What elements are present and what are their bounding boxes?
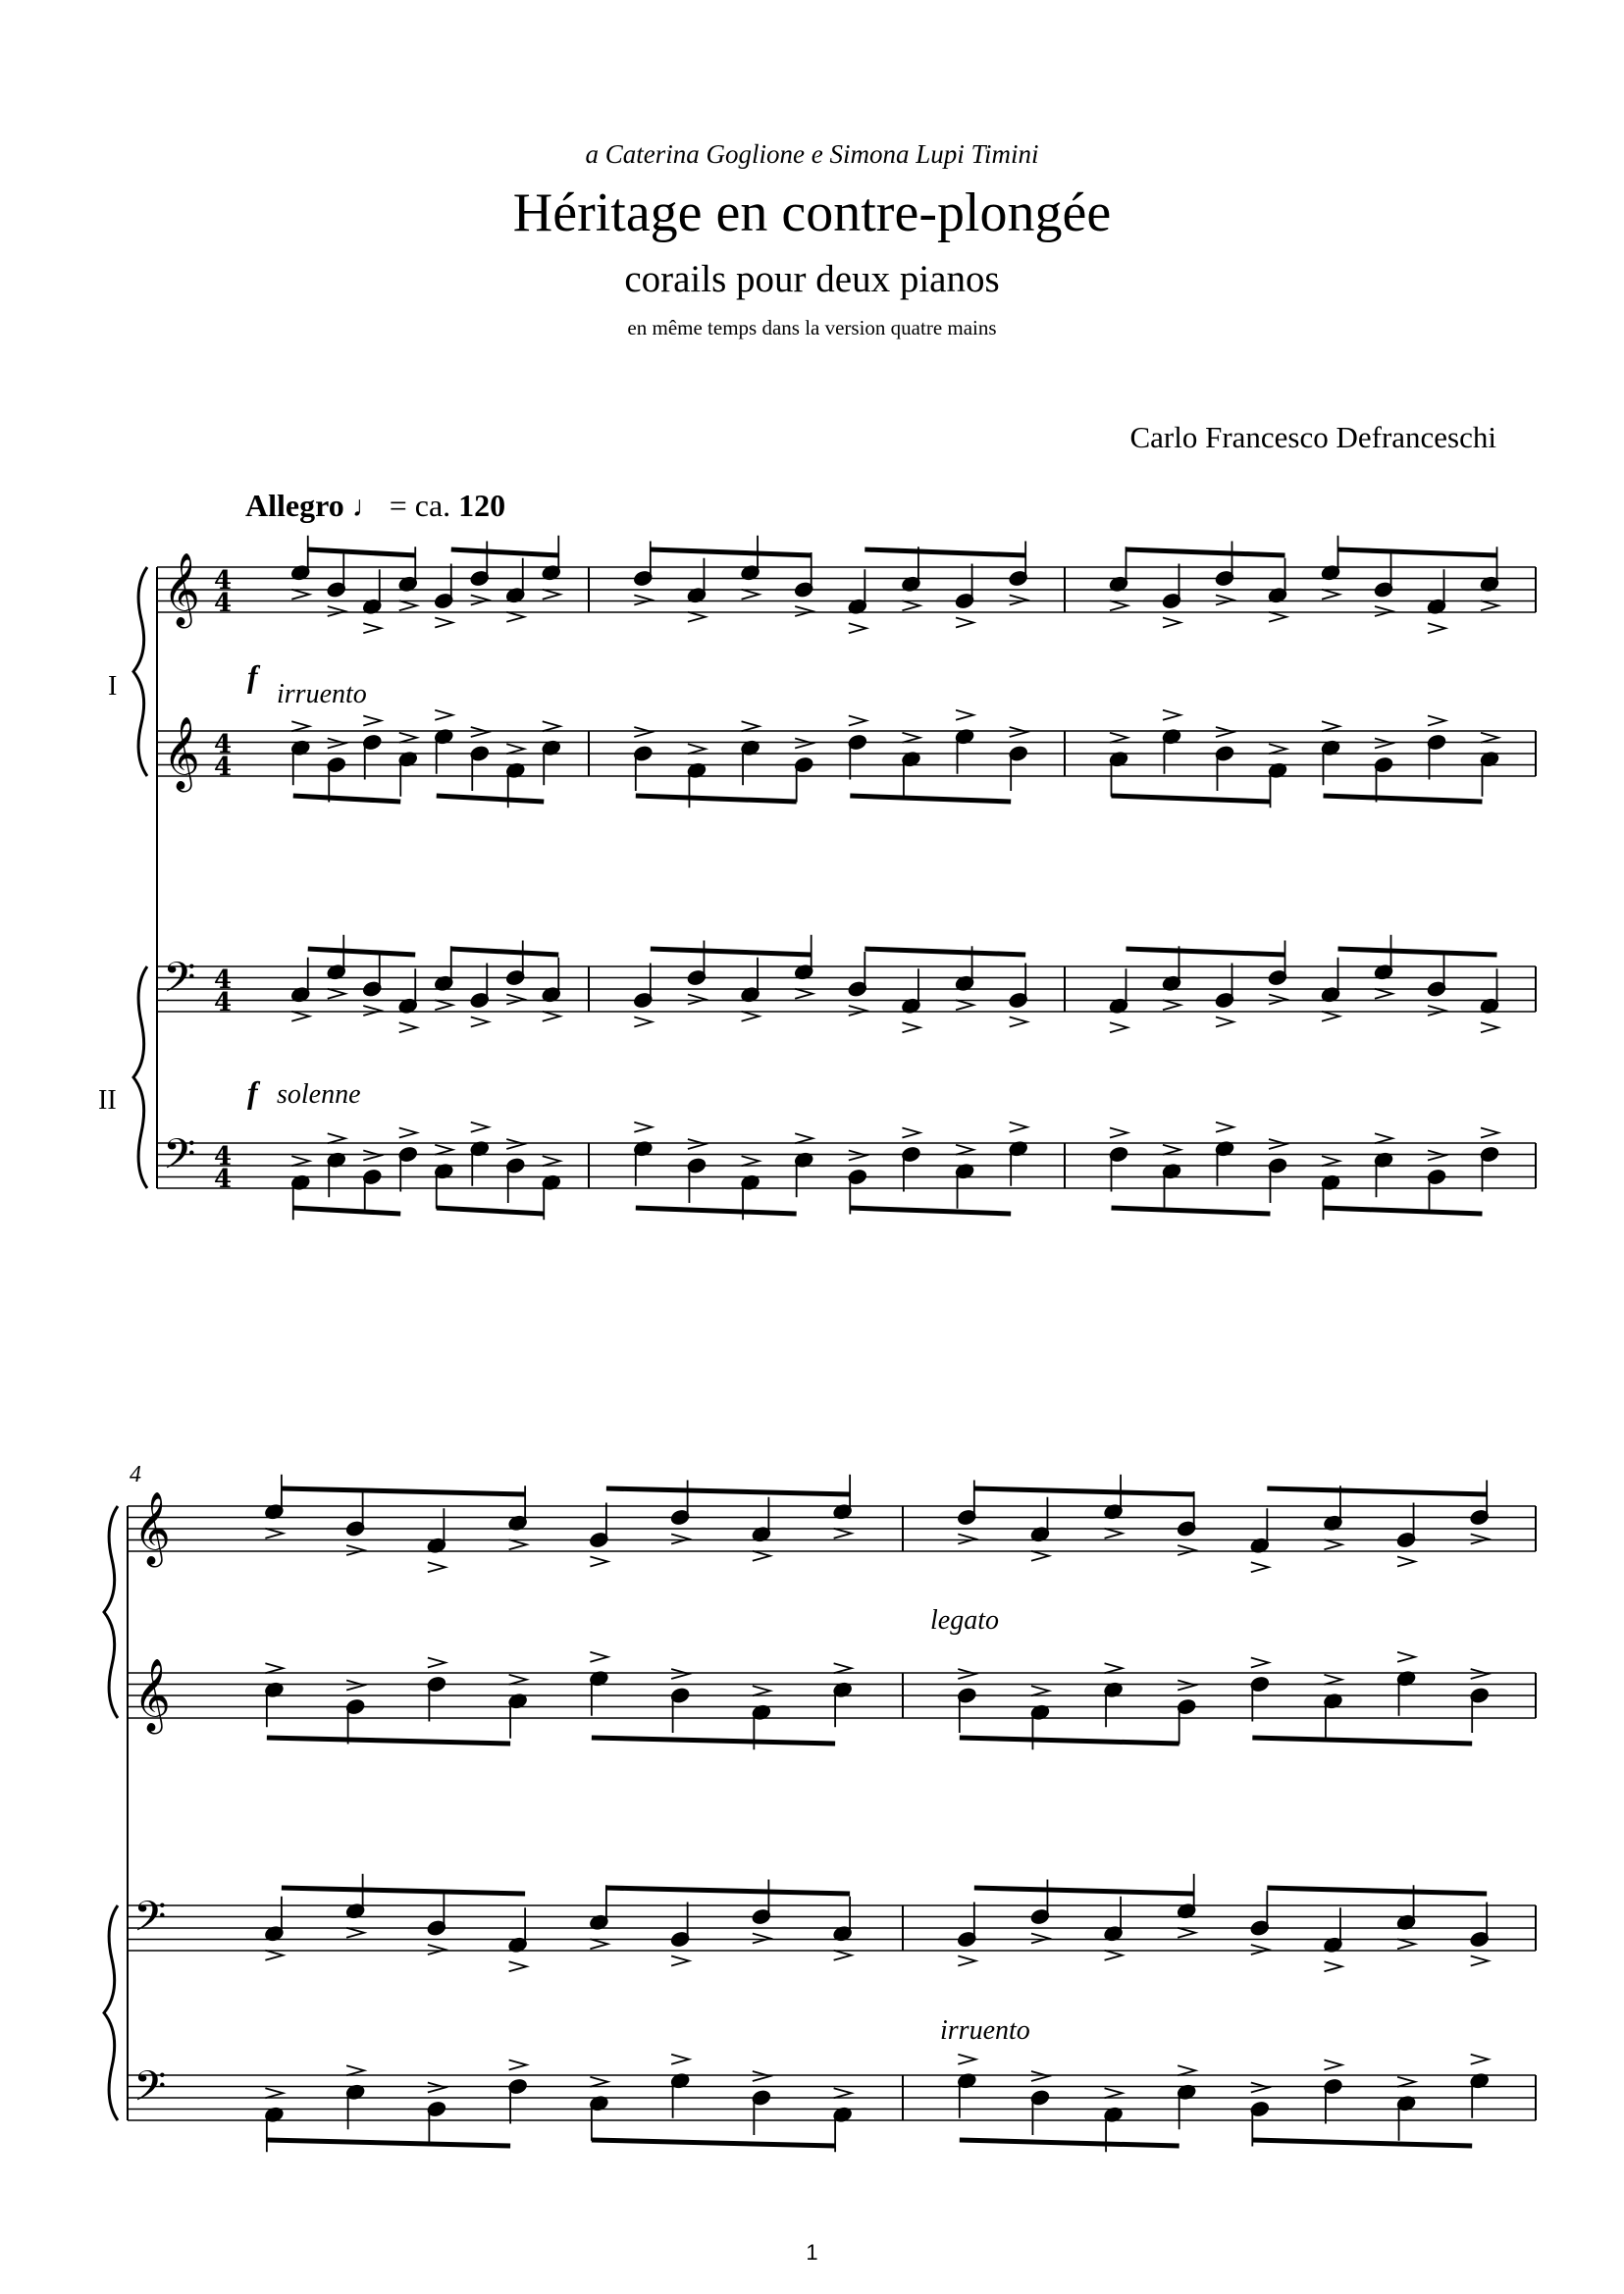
accent-icon: [265, 2088, 283, 2098]
accent-icon: [1110, 1022, 1127, 1032]
bass-clef-icon: 𝄢: [133, 2062, 167, 2121]
accent-icon: [1163, 1000, 1180, 1010]
accent-icon: [1269, 612, 1286, 622]
accent-icon: [1163, 1145, 1180, 1155]
beam: [651, 549, 812, 555]
accent-icon: [634, 727, 652, 737]
accent-icon: [265, 1529, 283, 1538]
accent-icon: [509, 1675, 527, 1685]
accent-icon: [428, 1945, 445, 1955]
beam: [1126, 949, 1285, 955]
accent-icon: [902, 600, 919, 610]
accent-icon: [1010, 1122, 1027, 1132]
accent-icon: [1105, 2088, 1123, 2098]
accent-icon: [902, 1128, 919, 1138]
beam: [308, 549, 416, 555]
beam: [592, 1738, 835, 1744]
accent-icon: [902, 733, 919, 743]
accent-icon: [634, 1122, 652, 1132]
bass-clef-icon: 𝄢: [163, 1130, 196, 1189]
accent-icon: [1110, 1128, 1127, 1138]
accent-icon: [834, 2088, 852, 2098]
beam: [308, 949, 416, 955]
accent-icon: [1324, 1675, 1341, 1685]
accent-icon: [399, 1022, 417, 1032]
accent-icon: [1010, 596, 1027, 605]
accent-icon: [1375, 1133, 1392, 1143]
accent-icon: [346, 1681, 364, 1691]
beam: [1112, 1208, 1271, 1214]
accent-icon: [1481, 600, 1498, 610]
beam: [1126, 549, 1285, 555]
beam: [850, 1208, 1011, 1214]
beam: [267, 2140, 510, 2146]
accent-icon: [1322, 1012, 1339, 1021]
accent-icon: [590, 1557, 607, 1567]
accent-icon: [346, 1545, 364, 1555]
accent-icon: [506, 995, 524, 1005]
accent-icon: [634, 1017, 652, 1027]
accent-icon: [671, 1956, 689, 1966]
accent-icon: [1110, 600, 1127, 610]
accent-icon: [1178, 1545, 1195, 1555]
accent-icon: [1269, 995, 1286, 1005]
dynamic-f: f: [247, 1074, 258, 1110]
accent-icon: [1031, 2071, 1049, 2081]
treble-clef-icon: 𝄞: [133, 1659, 171, 1732]
accent-icon: [958, 2055, 975, 2064]
brace-icon: [133, 966, 147, 1188]
accent-icon: [590, 1939, 607, 1949]
expression-legato: legato: [930, 1605, 999, 1636]
accent-icon: [671, 1669, 689, 1679]
beam: [267, 1738, 510, 1744]
accent-icon: [1481, 1022, 1498, 1032]
accent-icon: [1428, 1151, 1445, 1161]
accent-icon: [795, 739, 812, 749]
beam: [437, 1208, 545, 1214]
accent-icon: [506, 1139, 524, 1149]
accent-icon: [1471, 2055, 1489, 2064]
beam: [636, 796, 797, 802]
accent-icon: [363, 1151, 381, 1161]
accent-icon: [1324, 2060, 1341, 2070]
accent-icon: [1428, 716, 1445, 726]
accent-icon: [1216, 1122, 1233, 1132]
accent-icon: [1375, 989, 1392, 999]
time-sig-denominator: 4: [214, 753, 233, 782]
accent-icon: [1010, 1017, 1027, 1027]
piece-title: Héritage en contre-plongée: [512, 182, 1112, 243]
beam: [864, 949, 1025, 955]
accent-icon: [1269, 744, 1286, 754]
accent-icon: [795, 989, 812, 999]
version-note: en même temps dans la version quatre mains: [627, 316, 997, 339]
accent-icon: [363, 716, 381, 726]
instrument-label-2: II: [98, 1085, 117, 1116]
treble-clef-icon: 𝄞: [163, 717, 200, 790]
accent-icon: [428, 1658, 445, 1668]
accent-icon: [543, 1156, 560, 1166]
beam: [1338, 949, 1497, 955]
accent-icon: [399, 1128, 417, 1138]
accent-icon: [634, 596, 652, 605]
accent-icon: [509, 1539, 527, 1549]
accent-icon: [795, 1133, 812, 1143]
beam: [1267, 1888, 1487, 1894]
beam: [1112, 796, 1271, 802]
accent-icon: [428, 1562, 445, 1572]
accent-icon: [428, 2083, 445, 2093]
accent-icon: [742, 721, 760, 731]
accent-icon: [753, 1551, 770, 1561]
accent-icon: [509, 2060, 527, 2070]
accent-icon: [849, 623, 866, 633]
accent-icon: [1105, 1951, 1123, 1960]
accent-icon: [753, 2071, 770, 2081]
accent-icon: [849, 716, 866, 726]
accent-icon: [509, 1961, 527, 1971]
time-sig-numerator: 4: [214, 965, 233, 995]
accent-icon: [435, 1000, 452, 1010]
accent-icon: [363, 1006, 381, 1016]
beam: [282, 1488, 525, 1494]
accent-icon: [435, 710, 452, 720]
accent-icon: [291, 1012, 309, 1021]
accent-icon: [543, 721, 560, 731]
beam: [293, 796, 401, 802]
beam: [864, 549, 1025, 555]
accent-icon: [1178, 1928, 1195, 1938]
time-sig-numerator: 4: [214, 566, 233, 596]
accent-icon: [742, 590, 760, 600]
accent-icon: [1397, 1652, 1415, 1662]
accent-icon: [328, 1133, 345, 1143]
accent-icon: [328, 739, 345, 749]
accent-icon: [753, 1934, 770, 1944]
accent-icon: [1428, 1006, 1445, 1016]
treble-clef-icon: 𝄞: [133, 1492, 171, 1565]
accent-icon: [471, 596, 489, 605]
dynamic-f: f: [247, 658, 258, 694]
time-sig-denominator: 4: [214, 1165, 233, 1194]
beam: [282, 1888, 525, 1894]
beam: [451, 949, 559, 955]
beam: [437, 796, 545, 802]
accent-icon: [435, 1145, 452, 1155]
beam: [1252, 2140, 1472, 2146]
accent-icon: [291, 721, 309, 731]
treble-clef-icon: 𝄞: [163, 553, 200, 626]
expression-irruento: irruento: [277, 679, 367, 709]
accent-icon: [849, 1006, 866, 1016]
accent-icon: [958, 1669, 975, 1679]
accent-icon: [471, 1122, 489, 1132]
accent-icon: [506, 612, 524, 622]
time-sig-numerator: 4: [214, 1142, 233, 1172]
brace-icon: [104, 1905, 118, 2120]
accent-icon: [1324, 1961, 1341, 1971]
accent-icon: [1471, 1956, 1489, 1966]
accent-icon: [1105, 1529, 1123, 1538]
accent-icon: [1031, 1686, 1049, 1695]
accent-icon: [590, 2077, 607, 2087]
accent-icon: [1471, 1535, 1489, 1544]
expression-irruento: irruento: [940, 2015, 1030, 2046]
accent-icon: [1251, 1945, 1269, 1955]
accent-icon: [956, 1000, 973, 1010]
accent-icon: [346, 2065, 364, 2075]
beam: [850, 796, 1011, 802]
accent-icon: [1031, 1551, 1049, 1561]
accent-icon: [1251, 1658, 1269, 1668]
accent-icon: [1375, 739, 1392, 749]
time-sig-numerator: 4: [214, 730, 233, 759]
accent-icon: [1216, 1017, 1233, 1027]
bass-clef-icon: 𝄢: [133, 1893, 167, 1952]
page-number: 1: [806, 2240, 818, 2265]
accent-icon: [506, 744, 524, 754]
accent-icon: [328, 606, 345, 616]
tempo-bpm: 120: [458, 488, 506, 523]
accent-icon: [834, 1951, 852, 1960]
accent-icon: [328, 989, 345, 999]
accent-icon: [742, 1156, 760, 1166]
accent-icon: [834, 1529, 852, 1538]
measure-number: 4: [130, 1462, 141, 1487]
accent-icon: [346, 1928, 364, 1938]
beam: [1267, 1488, 1487, 1494]
accent-icon: [958, 1535, 975, 1544]
accent-icon: [265, 1663, 283, 1673]
accent-icon: [671, 2055, 689, 2064]
accent-icon: [1031, 1934, 1049, 1944]
accent-icon: [753, 1686, 770, 1695]
beam: [651, 949, 812, 955]
beam: [960, 1738, 1179, 1744]
accent-icon: [1471, 1669, 1489, 1679]
accent-icon: [688, 995, 706, 1005]
accent-icon: [1322, 721, 1339, 731]
accent-icon: [1397, 1557, 1415, 1567]
bass-clef-icon: 𝄢: [163, 954, 196, 1013]
accent-icon: [291, 1156, 309, 1166]
dedication: a Caterina Goglione e Simona Lupi Timini: [585, 139, 1039, 169]
accent-icon: [1163, 710, 1180, 720]
accent-icon: [958, 1956, 975, 1966]
accent-icon: [688, 1139, 706, 1149]
accent-icon: [688, 612, 706, 622]
accent-icon: [1216, 727, 1233, 737]
accent-icon: [1481, 733, 1498, 743]
accent-icon: [1397, 2077, 1415, 2087]
beam: [974, 1888, 1194, 1894]
accent-icon: [1178, 2065, 1195, 2075]
beam: [1338, 549, 1497, 555]
tempo-equals: = ca.: [389, 488, 451, 523]
accent-icon: [742, 1012, 760, 1021]
accent-icon: [1322, 590, 1339, 600]
accent-icon: [1251, 1562, 1269, 1572]
expression-solenne: solenne: [277, 1079, 361, 1110]
beam: [606, 1888, 850, 1894]
accent-icon: [1163, 618, 1180, 628]
beam: [592, 2140, 835, 2146]
accent-icon: [834, 1663, 852, 1673]
accent-icon: [849, 1151, 866, 1161]
accent-icon: [795, 606, 812, 616]
accent-icon: [956, 1145, 973, 1155]
accent-icon: [1269, 1139, 1286, 1149]
accent-icon: [956, 618, 973, 628]
time-sig-denominator: 4: [214, 988, 233, 1017]
time-sig-denominator: 4: [214, 589, 233, 618]
accent-icon: [471, 1017, 489, 1027]
accent-icon: [471, 727, 489, 737]
accent-icon: [1216, 596, 1233, 605]
accent-icon: [688, 744, 706, 754]
accent-icon: [1322, 1156, 1339, 1166]
accent-icon: [1428, 623, 1445, 633]
accent-icon: [435, 618, 452, 628]
accent-icon: [1105, 1663, 1123, 1673]
accent-icon: [1251, 2083, 1269, 2093]
beam: [960, 2140, 1179, 2146]
beam: [451, 549, 559, 555]
accent-icon: [1397, 1939, 1415, 1949]
quarter-note-icon: ♩: [351, 491, 382, 523]
accent-icon: [1178, 1681, 1195, 1691]
composer-name: Carlo Francesco Defranceschi: [1129, 420, 1496, 454]
beam: [1252, 1738, 1472, 1744]
accent-icon: [363, 623, 381, 633]
accent-icon: [1324, 1539, 1341, 1549]
accent-icon: [956, 710, 973, 720]
accent-icon: [399, 600, 417, 610]
beam: [293, 1208, 401, 1214]
accent-icon: [1375, 606, 1392, 616]
accent-icon: [543, 1012, 560, 1021]
accent-icon: [543, 590, 560, 600]
accent-icon: [902, 1022, 919, 1032]
accent-icon: [590, 1652, 607, 1662]
accent-icon: [1481, 1128, 1498, 1138]
beam: [1324, 796, 1483, 802]
tempo-word: Allegro: [245, 488, 344, 523]
beam: [1324, 1208, 1483, 1214]
accent-icon: [291, 590, 309, 600]
beam: [636, 1208, 797, 1214]
accent-icon: [265, 1951, 283, 1960]
beam: [974, 1488, 1194, 1494]
piece-subtitle: corails pour deux pianos: [624, 258, 1000, 300]
accent-icon: [1010, 727, 1027, 737]
accent-icon: [1110, 733, 1127, 743]
instrument-label-1: I: [108, 671, 118, 702]
accent-icon: [399, 733, 417, 743]
brace-icon: [104, 1506, 118, 1718]
accent-icon: [671, 1535, 689, 1544]
beam: [606, 1488, 850, 1494]
brace-icon: [133, 567, 147, 776]
